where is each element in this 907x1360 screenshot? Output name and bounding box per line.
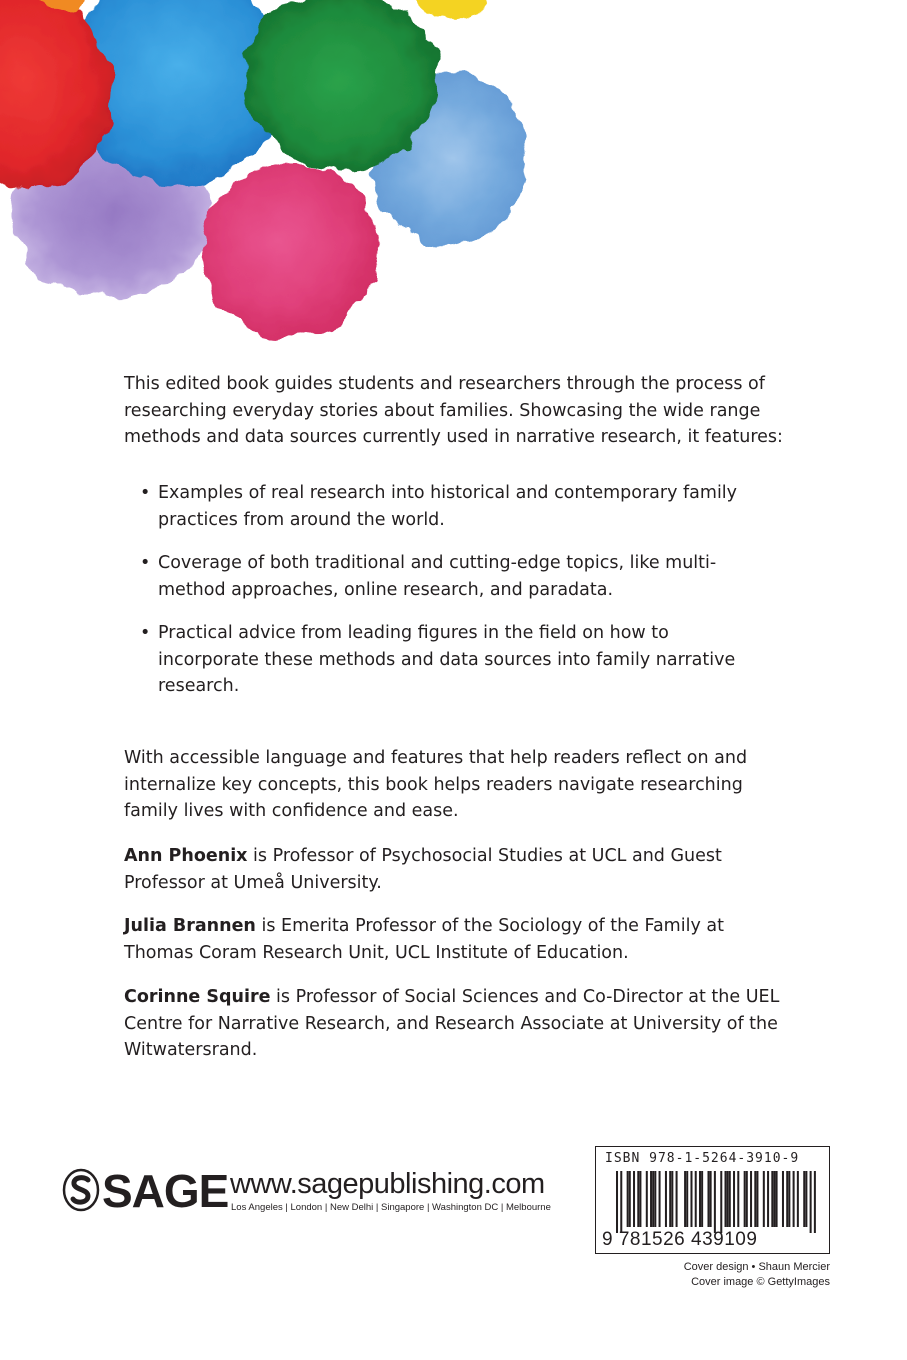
- cover-image-credit: Cover image © GettyImages: [691, 1276, 830, 1288]
- barcode-bar: [669, 1171, 671, 1227]
- barcode-bar: [701, 1171, 703, 1227]
- barcode-bar: [616, 1171, 618, 1233]
- barcode-bar: [793, 1171, 795, 1227]
- barcode-bar: [756, 1171, 758, 1227]
- barcode-bar: [652, 1171, 654, 1227]
- barcode-bar: [737, 1171, 739, 1227]
- barcode-bar: [733, 1171, 735, 1227]
- barcode-bar: [714, 1171, 716, 1233]
- barcode-bar: [773, 1171, 775, 1227]
- publisher-cities: Los Angeles | London | New Delhi | Singapore | Washington DC | Melbourne: [231, 1202, 551, 1213]
- barcode-bar: [803, 1171, 805, 1227]
- author-bio: [124, 984, 784, 1064]
- barcode-bar: [686, 1171, 688, 1227]
- barcode-bar: [782, 1171, 784, 1227]
- barcode-bar: [786, 1171, 788, 1227]
- bullet-marker: •: [140, 623, 151, 643]
- list-item-text: Practical advice from leading figures in the field on how to incorporate these methods and data sources into family narrative research.: [158, 623, 736, 696]
- barcode-bar: [720, 1171, 722, 1233]
- cover-credits: [600, 1260, 830, 1290]
- barcode-bar: [776, 1171, 778, 1227]
- cover-design-credit: Cover design • Shaun Mercier: [683, 1261, 830, 1273]
- features-list: [140, 480, 740, 717]
- barcode-bar: [771, 1171, 773, 1227]
- author-description: is Professor of Social Sciences and Co-Director at the UEL Centre for Narrative Research, and Research Associate at University of the Witwatersrand.: [124, 987, 780, 1060]
- barcode-bar: [637, 1171, 639, 1227]
- barcode-bar: [744, 1171, 746, 1227]
- pink-blot: [202, 164, 378, 336]
- list-item: [140, 620, 740, 700]
- list-item: [140, 550, 740, 603]
- sage-logo: [62, 1165, 229, 1217]
- author-name: Julia Brannen: [124, 916, 256, 936]
- author-bio: [124, 843, 784, 896]
- isbn-barcode: [595, 1146, 830, 1254]
- barcode-bar: [665, 1171, 667, 1227]
- barcode-bar: [788, 1171, 790, 1227]
- barcode-bar: [729, 1171, 731, 1227]
- barcode-bar: [629, 1171, 631, 1227]
- barcode-bar: [671, 1171, 673, 1227]
- barcode-bar: [710, 1171, 712, 1227]
- bullet-marker: •: [140, 553, 151, 573]
- barcode-bar: [627, 1171, 629, 1227]
- barcode-bar: [695, 1171, 697, 1227]
- author-description: is Professor of Psychosocial Studies at UCL and Guest Professor at Umeå University.: [124, 846, 722, 893]
- barcode-bar: [650, 1171, 652, 1227]
- sage-wordmark: SAGE: [102, 1165, 229, 1217]
- barcode-bar: [676, 1171, 678, 1227]
- barcode-bars: [616, 1171, 816, 1233]
- isbn-digits: 9 781526 439109: [602, 1229, 758, 1250]
- author-name: Ann Phoenix: [124, 846, 248, 866]
- intro-paragraph: This edited book guides students and researchers through the process of researching everyday stories about families. Showcasing the wide range methods and data sources currently used in narrative research, it features:: [124, 374, 783, 447]
- barcode-bar: [646, 1171, 648, 1227]
- barcode-bar: [620, 1171, 622, 1233]
- barcode-bar: [654, 1171, 656, 1227]
- barcode-bar: [699, 1171, 701, 1227]
- barcode-bar: [814, 1171, 816, 1233]
- isbn-label: ISBN 978-1-5264-3910-9: [605, 1151, 800, 1166]
- barcode-bar: [633, 1171, 635, 1227]
- barcode-bar: [767, 1171, 769, 1227]
- barcode-bar: [659, 1171, 661, 1227]
- list-item-text: Examples of real research into historical and contemporary family practices from around the world.: [158, 483, 738, 530]
- bullet-marker: •: [140, 483, 151, 503]
- barcode-bar: [805, 1171, 807, 1227]
- author-bio: [124, 913, 784, 966]
- author-description: is Emerita Professor of the Sociology of the Family at Thomas Coram Research Unit, UCL Institute of Education.: [124, 916, 724, 963]
- barcode-bar: [797, 1171, 799, 1227]
- sage-s-icon: [62, 1168, 100, 1212]
- barcode-bar: [725, 1171, 727, 1227]
- barcode-bar: [763, 1171, 765, 1227]
- barcode-bar: [684, 1171, 686, 1227]
- barcode-bar: [690, 1171, 692, 1227]
- closing-paragraph: With accessible language and features that help readers reflect on and internalize key concepts, this book helps readers navigate researching family lives with confidence and ease.: [124, 748, 748, 821]
- barcode-bar: [727, 1171, 729, 1227]
- watercolor-artwork: [0, 0, 560, 350]
- author-name: Corinne Squire: [124, 987, 271, 1007]
- barcode-bar: [746, 1171, 748, 1227]
- barcode-bar: [707, 1171, 709, 1227]
- yellow-blot: [418, 0, 486, 24]
- barcode-bar: [754, 1171, 756, 1227]
- barcode-bar: [750, 1171, 752, 1227]
- publisher-url: www.sagepublishing.com: [230, 1168, 545, 1200]
- list-item-text: Coverage of both traditional and cutting-edge topics, like multi-method approaches, online research, and paradata.: [158, 553, 717, 600]
- barcode-bar: [639, 1171, 641, 1227]
- barcode-bar: [810, 1171, 812, 1233]
- list-item: [140, 480, 740, 533]
